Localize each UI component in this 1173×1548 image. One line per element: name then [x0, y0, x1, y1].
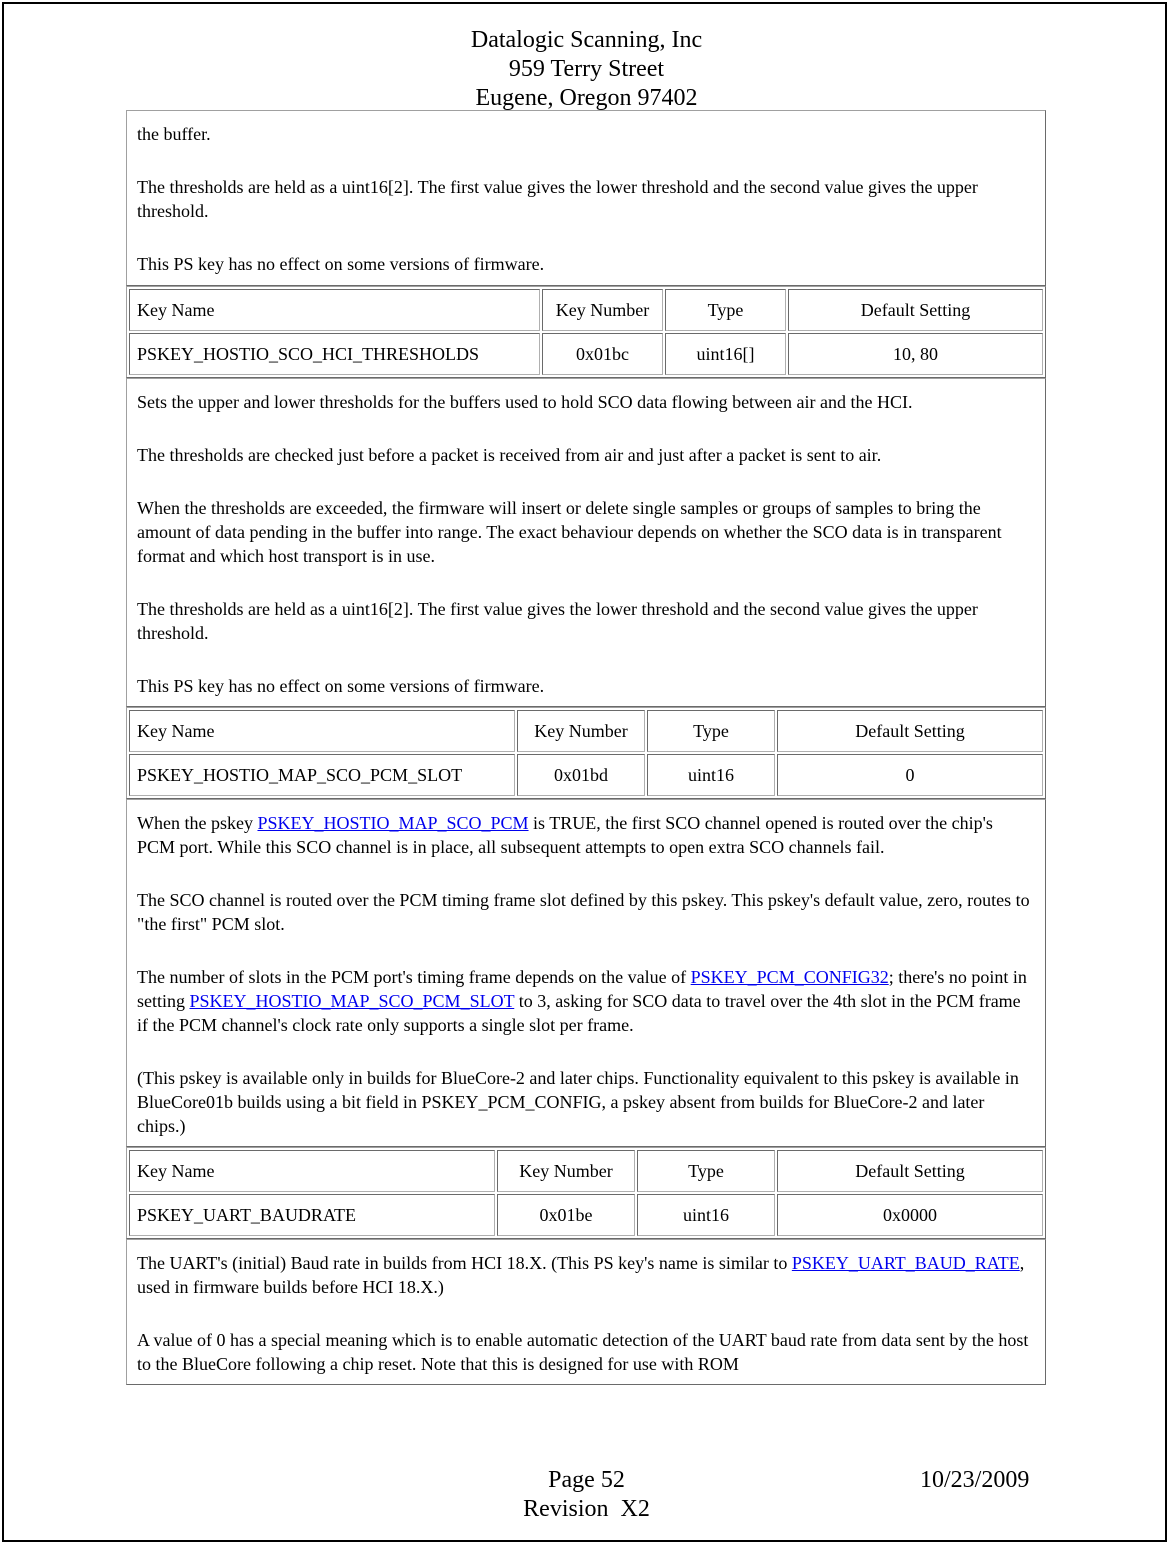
company-name: Datalogic Scanning, Inc: [470, 27, 703, 53]
footer-date: 10/23/2009: [920, 1467, 1030, 1493]
desc-paragraph: The thresholds are held as a uint16[2]. The first value gives the lower threshold and the second value gives the upper threshold.: [137, 599, 978, 643]
header-key-name: Key Name: [129, 710, 515, 752]
letterhead: [0, 26, 1173, 113]
header-type: Type: [665, 289, 786, 331]
header-type: Type: [647, 710, 775, 752]
continued-description-box: [126, 110, 1046, 286]
text-run: ; there's no point in setting: [137, 967, 1027, 1011]
key-table-uart-baudrate: [126, 1147, 1046, 1239]
header-key-number: Key Number: [497, 1150, 635, 1192]
desc-paragraph: This PS key has no effect on some versions of firmware.: [137, 254, 545, 274]
document-content: [126, 110, 1046, 1385]
text-run: The number of slots in the PCM port's timing frame depends on the value of: [137, 967, 691, 987]
desc-paragraph: A value of 0 has a special meaning which is to enable automatic detection of the UART baud rate from data sent by the host to the BlueCore following a chip reset. Note that this is designed for use with ROM: [137, 1330, 1029, 1374]
key-name-cell: PSKEY_HOSTIO_SCO_HCI_THRESHOLDS: [129, 333, 540, 375]
key-description-box: [126, 378, 1046, 707]
header-default-setting: Default Setting: [788, 289, 1043, 331]
desc-paragraph: The SCO channel is routed over the PCM timing frame slot defined by this pskey. This pskey's default value, zero, routes to "the first" PCM slot.: [137, 890, 1030, 934]
desc-paragraph: The thresholds are held as a uint16[2]. The first value gives the lower threshold and the second value gives the upper threshold.: [137, 177, 978, 221]
desc-paragraph: [137, 1251, 1035, 1299]
desc-paragraph: Sets the upper and lower thresholds for the buffers used to hold SCO data flowing between air and the HCI.: [137, 392, 913, 412]
header-default-setting: Default Setting: [777, 1150, 1043, 1192]
header-default-setting: Default Setting: [777, 710, 1043, 752]
key-number-cell: 0x01bd: [517, 754, 645, 796]
key-name-cell: PSKEY_HOSTIO_MAP_SCO_PCM_SLOT: [129, 754, 515, 796]
desc-paragraph: [137, 965, 1035, 1037]
key-table-sco-hci-thresholds: [126, 286, 1046, 378]
type-cell: uint16: [647, 754, 775, 796]
default-setting-cell: 0: [777, 754, 1043, 796]
key-description-box: [126, 1239, 1046, 1385]
revision-label: Revision X2: [523, 1496, 650, 1522]
table-row: [129, 333, 1043, 375]
default-setting-cell: 0x0000: [777, 1194, 1043, 1236]
key-number-cell: 0x01bc: [542, 333, 663, 375]
pskey-hostio-map-sco-pcm-slot-link[interactable]: PSKEY_HOSTIO_MAP_SCO_PCM_SLOT: [189, 991, 515, 1011]
type-cell: uint16: [637, 1194, 775, 1236]
key-number-cell: 0x01be: [497, 1194, 635, 1236]
desc-paragraph: [137, 811, 1035, 859]
text-run: , used in firmware builds before HCI 18.X.): [137, 1253, 1025, 1297]
text-run: to 3, asking for SCO data to travel over the 4th slot in the PCM frame if the PCM channel's clock rate only supports a single slot per frame.: [137, 991, 1021, 1035]
text-run: When the pskey: [137, 813, 258, 833]
table-header-row: [129, 289, 1043, 331]
key-description-box: [126, 799, 1046, 1147]
desc-paragraph: (This pskey is available only in builds for BlueCore-2 and later chips. Functionality equivalent to this pskey is available in BlueCore01b builds using a bit field in PSKEY_PCM_CONFIG, a pskey absent from builds for BlueCore-2 and later chips.): [137, 1068, 1019, 1136]
desc-paragraph: The thresholds are checked just before a packet is received from air and just after a packet is sent to air.: [137, 445, 882, 465]
city-address: Eugene, Oregon 97402: [475, 85, 698, 111]
text-run: The UART's (initial) Baud rate in builds from HCI 18.X. (This PS key's name is similar to: [137, 1253, 792, 1273]
header-key-number: Key Number: [517, 710, 645, 752]
header-type: Type: [637, 1150, 775, 1192]
pskey-hostio-map-sco-pcm-link[interactable]: PSKEY_HOSTIO_MAP_SCO_PCM: [257, 813, 529, 833]
street-address: 959 Terry Street: [508, 56, 665, 82]
header-key-number: Key Number: [542, 289, 663, 331]
pskey-uart-baud-rate-link[interactable]: PSKEY_UART_BAUD_RATE: [791, 1253, 1020, 1273]
text-run: is TRUE, the first SCO channel opened is routed over the chip's PCM port. While this SCO channel is in place, all subsequent attempts to open extra SCO channels fail.: [137, 813, 993, 857]
header-key-name: Key Name: [129, 289, 540, 331]
desc-paragraph: the buffer.: [137, 124, 211, 144]
default-setting-cell: 10, 80: [788, 333, 1043, 375]
type-cell: uint16[]: [665, 333, 786, 375]
header-key-name: Key Name: [129, 1150, 495, 1192]
desc-paragraph: This PS key has no effect on some versions of firmware.: [137, 676, 545, 696]
table-header-row: [129, 1150, 1043, 1192]
table-row: [129, 1194, 1043, 1236]
pskey-pcm-config32-link[interactable]: PSKEY_PCM_CONFIG32: [690, 967, 889, 987]
key-name-cell: PSKEY_UART_BAUDRATE: [129, 1194, 495, 1236]
desc-paragraph: When the thresholds are exceeded, the firmware will insert or delete single samples or groups of samples to bring the amount of data pending in the buffer into range. The exact behaviour depends on whether the SCO data is in transparent format and which host transport is in use.: [137, 498, 1002, 566]
table-row: [129, 754, 1043, 796]
page-number: Page 52: [548, 1467, 625, 1493]
key-table-map-sco-pcm-slot: [126, 707, 1046, 799]
table-header-row: [129, 710, 1043, 752]
